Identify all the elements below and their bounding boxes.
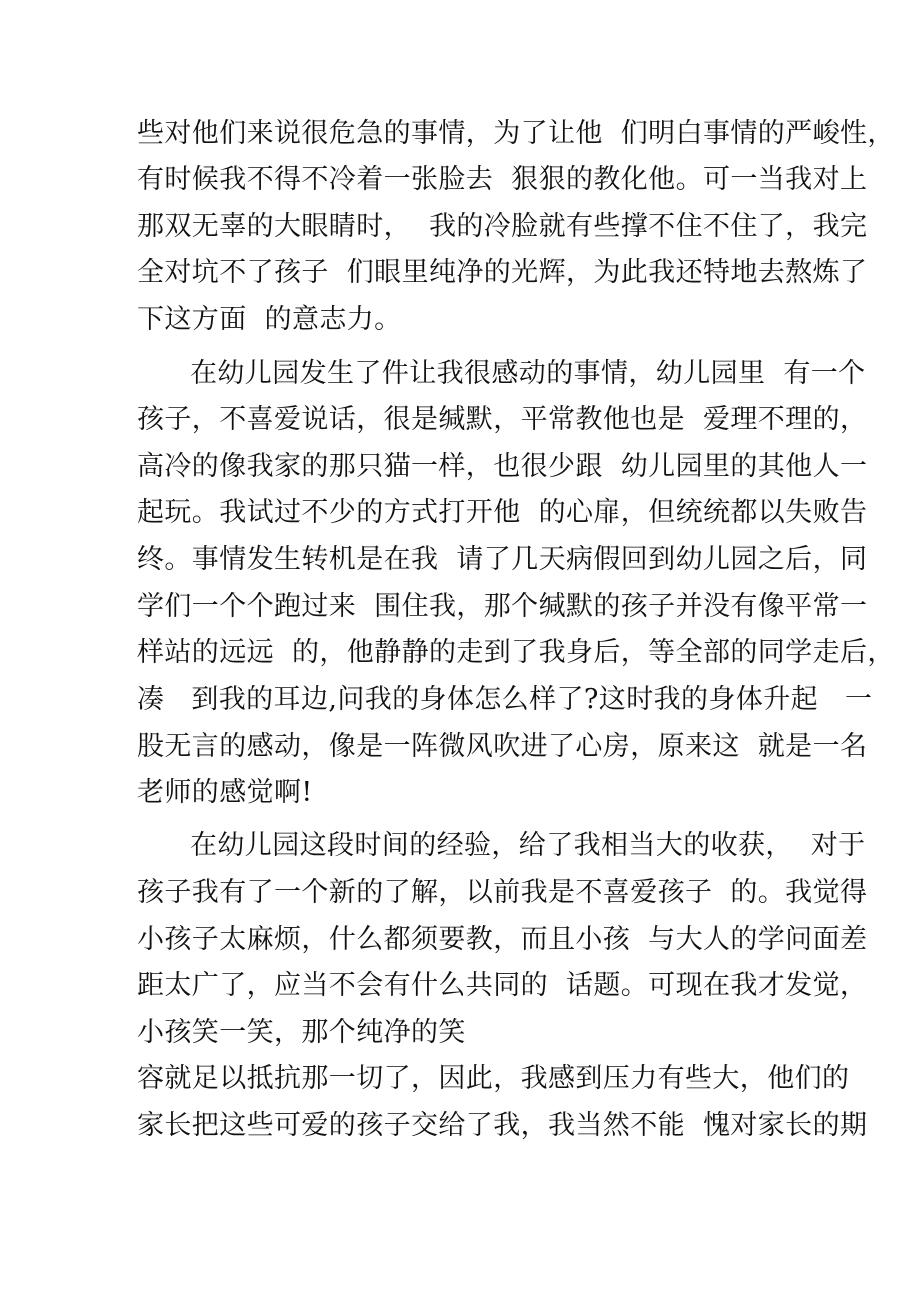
text-line: 高冷的像我家的那只猫一样，也很少跟 幼儿园里的其他人一 — [137, 451, 868, 482]
text-line: 孩子我有了一个新的了解，以前我是不喜爱孩子 的。我觉得 — [137, 877, 868, 908]
text-line: 下这方面 的意志力。 — [137, 304, 402, 335]
text-line: 样站的远远 的，他静静的走到了我身后，等全部的同学走后， — [137, 637, 895, 668]
text-line: 家长把这些可爱的孩子交给了我，我当然不能 愧对家长的期 — [137, 1110, 868, 1141]
text-line: 些对他们来说很危急的事情，为了让他 们明白事情的严峻性， — [137, 118, 895, 149]
text-line: 孩子，不喜爱说话，很是缄默，平常教他也是 爱理不理的， — [137, 404, 868, 435]
text-line: 老师的感觉啊! — [137, 777, 313, 808]
text-line: 小孩笑一笑，那个纯净的笑 — [137, 1017, 466, 1048]
text-line: 小孩子太麻烦，什么都须要教，而且小孩 与大人的学问面差 — [137, 924, 868, 955]
paragraph-start-line: 在幼儿园发生了件让我很感动的事情，幼儿园里 有一个 — [190, 358, 866, 389]
text-line: 距太广了，应当不会有什么共同的 话题。可现在我才发觉， — [137, 970, 868, 1001]
text-line: 终。事情发生转机是在我 请了几天病假回到幼儿园之后，同 — [137, 544, 868, 575]
text-line: 那双无辜的大眼睛时， 我的冷脸就有些撑不住不住了，我完 — [137, 211, 868, 242]
paragraph-start-line: 在幼儿园这段时间的经验，给了我相当大的收获， 对于 — [190, 830, 866, 861]
text-line: 全对坑不了孩子 们眼里纯净的光辉，为此我还特地去熬炼了 — [137, 257, 868, 288]
text-line: 有时候我不得不冷着一张脸去 狠狠的教化他。可一当我对上 — [137, 164, 868, 195]
text-line: 学们一个个跑过来 围住我，那个缄默的孩子并没有像平常一 — [137, 591, 868, 622]
text-line: 容就足以抵抗那一切了，因此，我感到压力有些大，他们的 — [137, 1063, 850, 1094]
text-line: 起玩。我试过不少的方式打开他 的心扉，但统统都以失败告 — [137, 497, 868, 528]
text-line: 凑 到我的耳边,问我的身体怎么样了?这时我的身体升起 一 — [137, 684, 873, 715]
text-line: 股无言的感动，像是一阵微风吹进了心房，原来这 就是一名 — [137, 731, 868, 762]
